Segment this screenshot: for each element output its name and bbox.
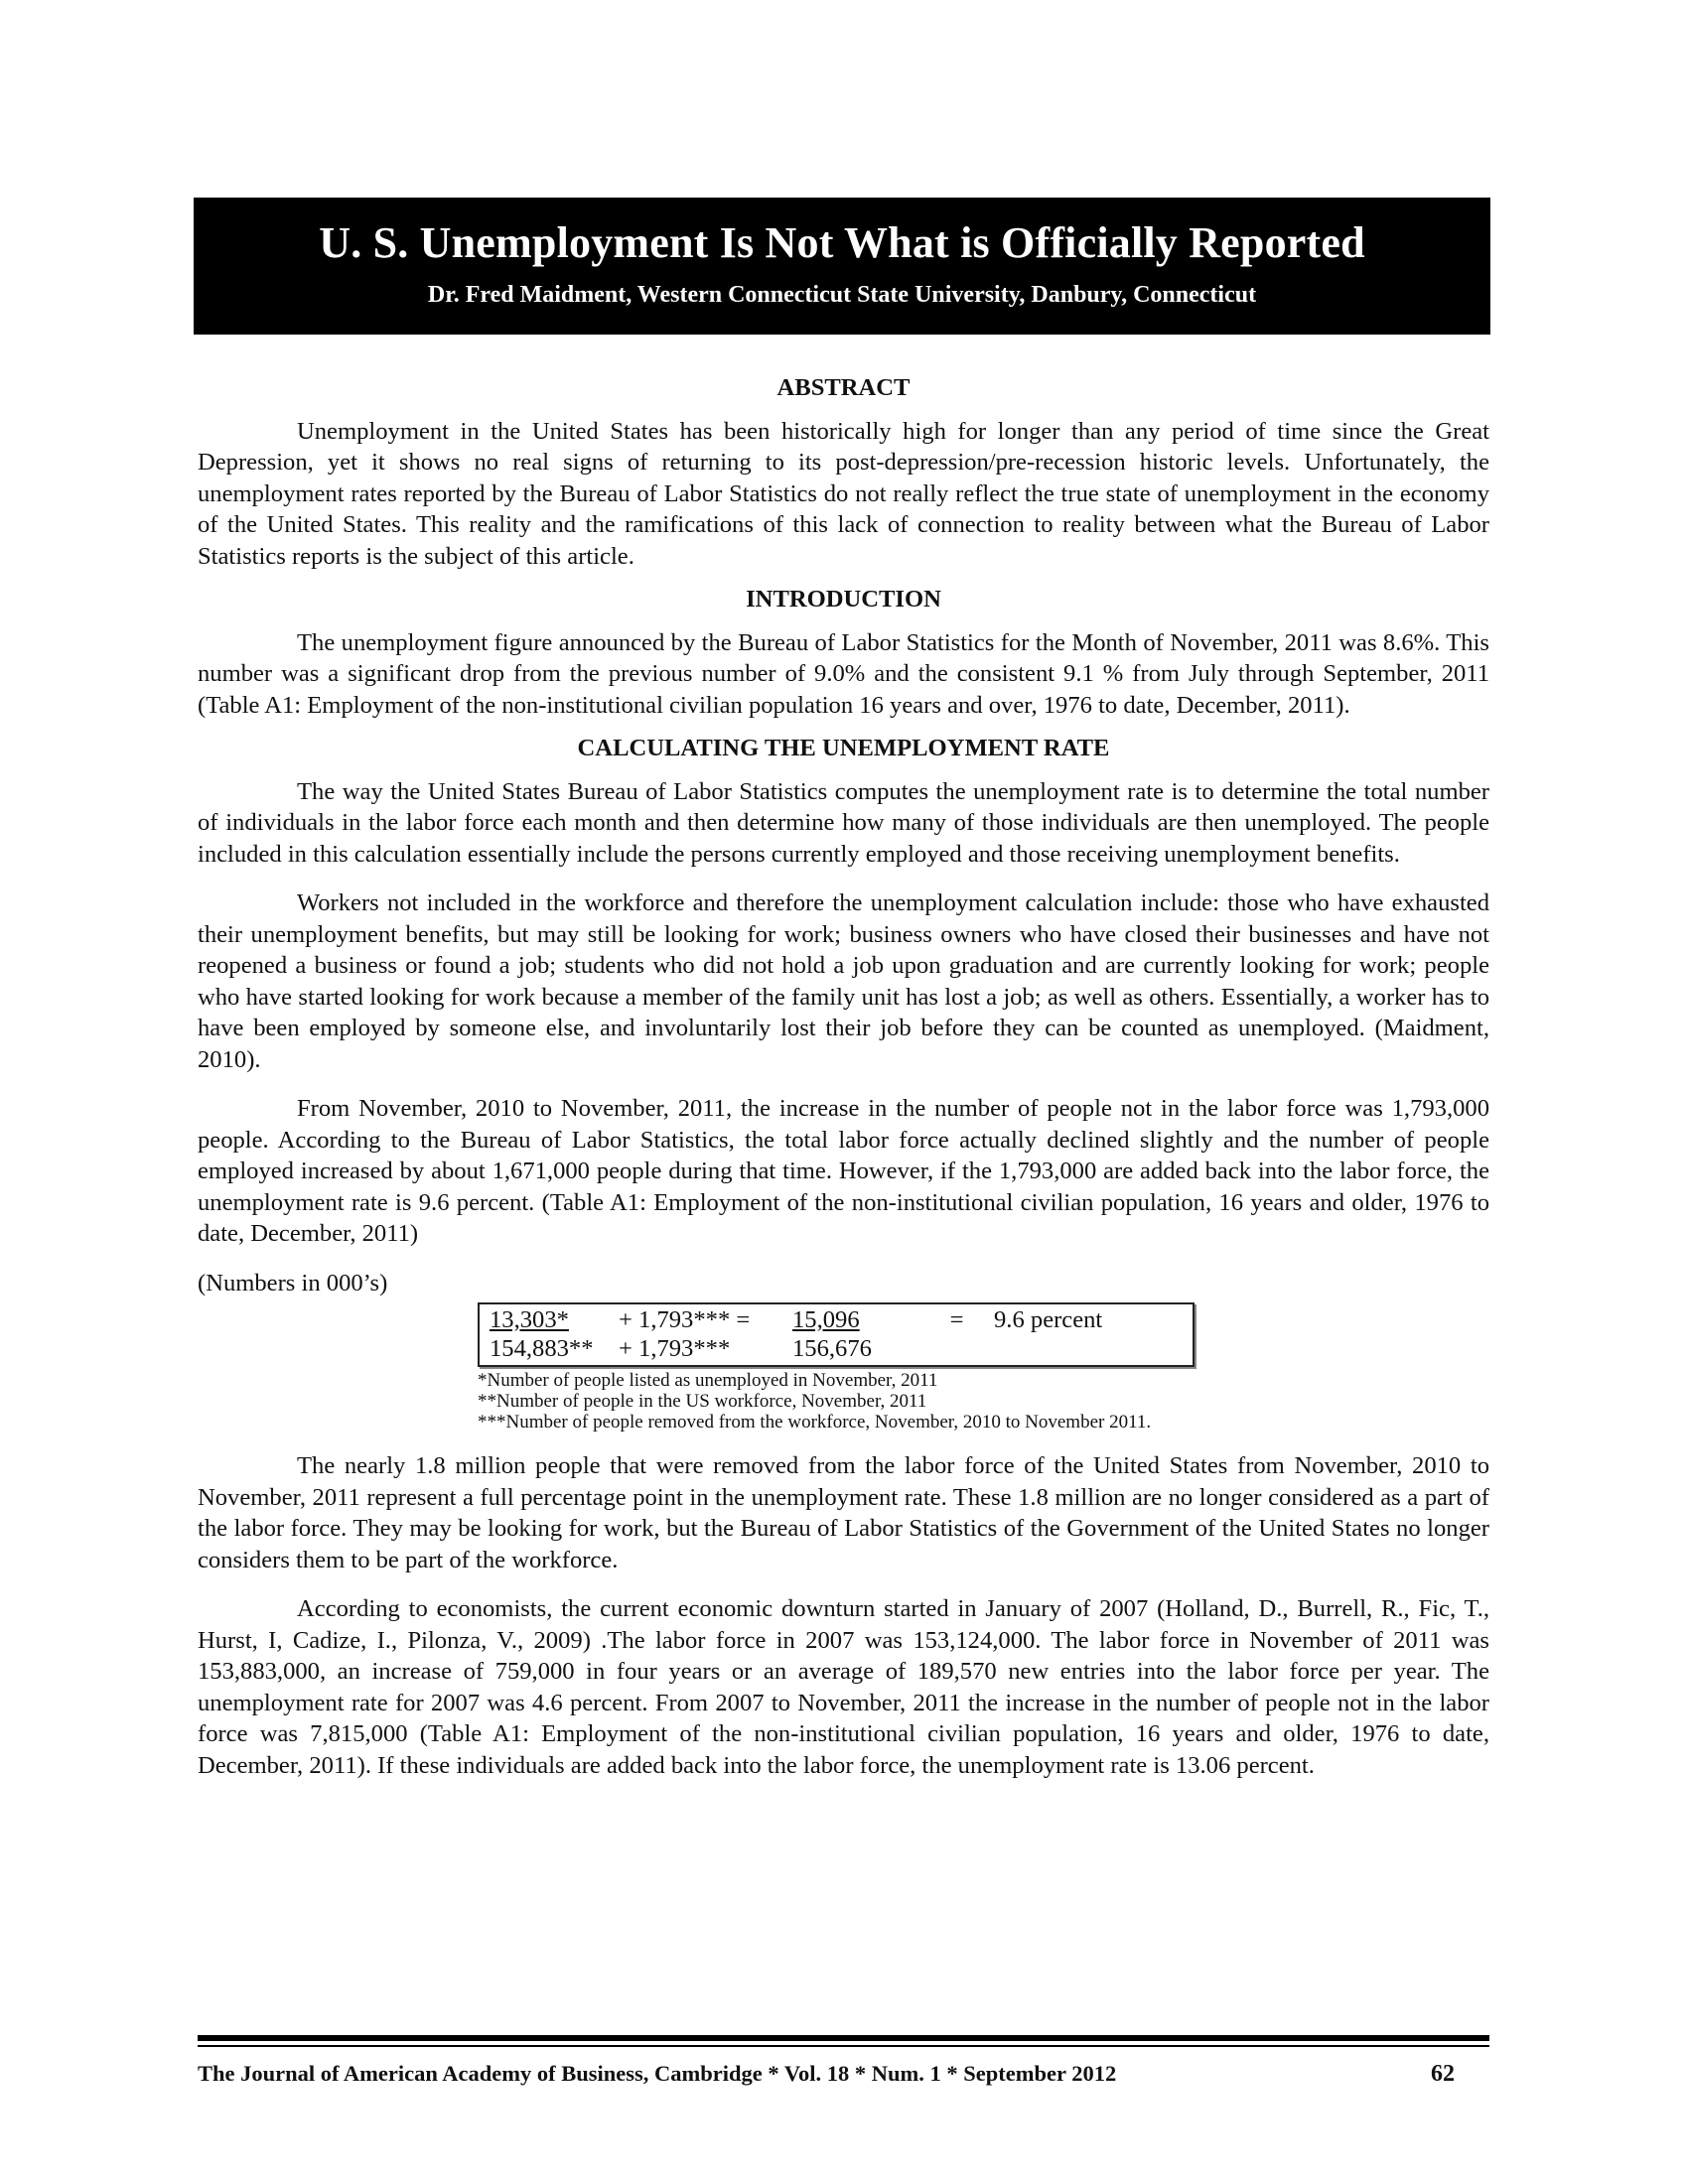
article-body (198, 372, 1489, 1781)
title-banner (194, 198, 1490, 335)
calculating-paragraph-4: The nearly 1.8 million people that were removed from the labor force of the United States from November, 2010 to November, 2011 represent a full percentage point in the unemployment rate. These 1.8 million are no longer considered as a part of the labor force. They may be looking for work, but the Bureau of Labor Statistics of the Government of the United States no longer considers them to be part of the workforce. (198, 1452, 1489, 1573)
introduction-heading: INTRODUCTION (746, 586, 941, 613)
calc-added: + 1,793*** = (619, 1306, 751, 1333)
calculation-footnotes (478, 1370, 1489, 1433)
calc-workforce: 154,883** (490, 1335, 594, 1362)
calculating-paragraph-2: Workers not included in the workforce and therefore the unemployment calculation include: those who have exhausted their unemployment benefits, but may still be looking for work; business owners who have closed their businesses and have not reopened a business or found a job; students who did not hold a job upon graduation and are currently looking for work; people who have started looking for work because a member of the family unit has lost a job; as well as others. Essentially, a worker has to have been employed by someone else, and involuntarily lost their job before they can be counted as unemployed. (Maidment, 2010). (198, 889, 1489, 1073)
calc-row-denominator (490, 1334, 1187, 1363)
calc-equals: = (949, 1306, 964, 1333)
calc-unemployed: 13,303* (490, 1306, 569, 1333)
footnote: *Number of people listed as unemployed in November, 2011 (478, 1370, 938, 1391)
calc-result: 9.6 percent (994, 1306, 1103, 1333)
footer-rule-thick (198, 2035, 1489, 2041)
abstract-heading: ABSTRACT (776, 374, 911, 401)
calc-row-numerator (490, 1305, 1187, 1334)
footnote: **Number of people in the US workforce, November, 2011 (478, 1391, 927, 1412)
numbers-label: (Numbers in 000’s) (198, 1269, 388, 1297)
calc-numerator-total: 15,096 (792, 1306, 860, 1333)
calculation-block (478, 1302, 1489, 1433)
footer-rule-thin (198, 2045, 1489, 2047)
calc-denominator-total: 156,676 (792, 1335, 872, 1362)
journal-citation: The Journal of American Academy of Business, Cambridge * Vol. 18 * Num. 1 * September 2012 (198, 2061, 1117, 2086)
calculating-paragraph-5: According to economists, the current economic downturn started in January of 2007 (Holland, D., Burrell, R., Fic, T., Hurst, I, Cadize, I., Pilonza, V., 2009) .The labor force in 2007 was 153,124,000. The labor force in November of 2011 was 153,883,000, an increase of 759,000 in four years or an average of 189,570 new entries into the labor force per year. The unemployment rate for 2007 was 4.6 percent. From 2007 to November, 2011 the increase in the number of people not in the labor force was 7,815,000 (Table A1: Employment of the non-institutional civilian population, 16 years and older, 1976 to date, December, 2011). If these individuals are added back into the labor force, the unemployment rate is 13.06 percent. (198, 1595, 1489, 1779)
page-number: 62 (1431, 2061, 1455, 2087)
author-line: Dr. Fred Maidment, Western Connecticut State University, Danbury, Connecticut (427, 282, 1257, 308)
calculating-paragraph-1: The way the United States Bureau of Labor Statistics computes the unemployment rate is to determine the total number of individuals in the labor force each month and then determine how many of those individuals are then unemployed. The people included in this calculation essentially include the persons currently employed and those receiving unemployment benefits. (198, 777, 1489, 868)
calculating-paragraph-3: From November, 2010 to November, 2011, the increase in the number of people not in the labor force was 1,793,000 people. According to the Bureau of Labor Statistics, the total labor force actually declined slightly and the number of people employed increased by about 1,671,000 people during that time. However, if the 1,793,000 are added back into the labor force, the unemployment rate is 9.6 percent. (Table A1: Employment of the non-institutional civilian population, 16 years and older, 1976 to date, December, 2011) (198, 1095, 1489, 1247)
paper-title: U. S. Unemployment Is Not What is Officially Reported (319, 218, 1365, 267)
calculation-box (478, 1302, 1195, 1367)
footnote: ***Number of people removed from the workforce, November, 2010 to November 2011. (478, 1412, 1152, 1433)
calculating-heading: CALCULATING THE UNEMPLOYMENT RATE (577, 735, 1110, 761)
calc-added-denominator: + 1,793*** (619, 1335, 731, 1362)
abstract-text: Unemployment in the United States has been historically high for longer than any period of time since the Great Depression, yet it shows no real signs of returning to its post-depression/pre-recession historic levels. Unfortunately, the unemployment rates reported by the Bureau of Labor Statistics do not really reflect the true state of unemployment in the economy of the United States. This reality and the ramifications of this lack of connection to reality between what the Bureau of Labor Statistics reports is the subject of this article. (198, 417, 1489, 570)
introduction-text: The unemployment figure announced by the Bureau of Labor Statistics for the Month of November, 2011 was 8.6%. This number was a significant drop from the previous number of 9.0% and the consistent 9.1 % from July through September, 2011 (Table A1: Employment of the non-institutional civilian population 16 years and over, 1976 to date, December, 2011). (198, 628, 1489, 719)
